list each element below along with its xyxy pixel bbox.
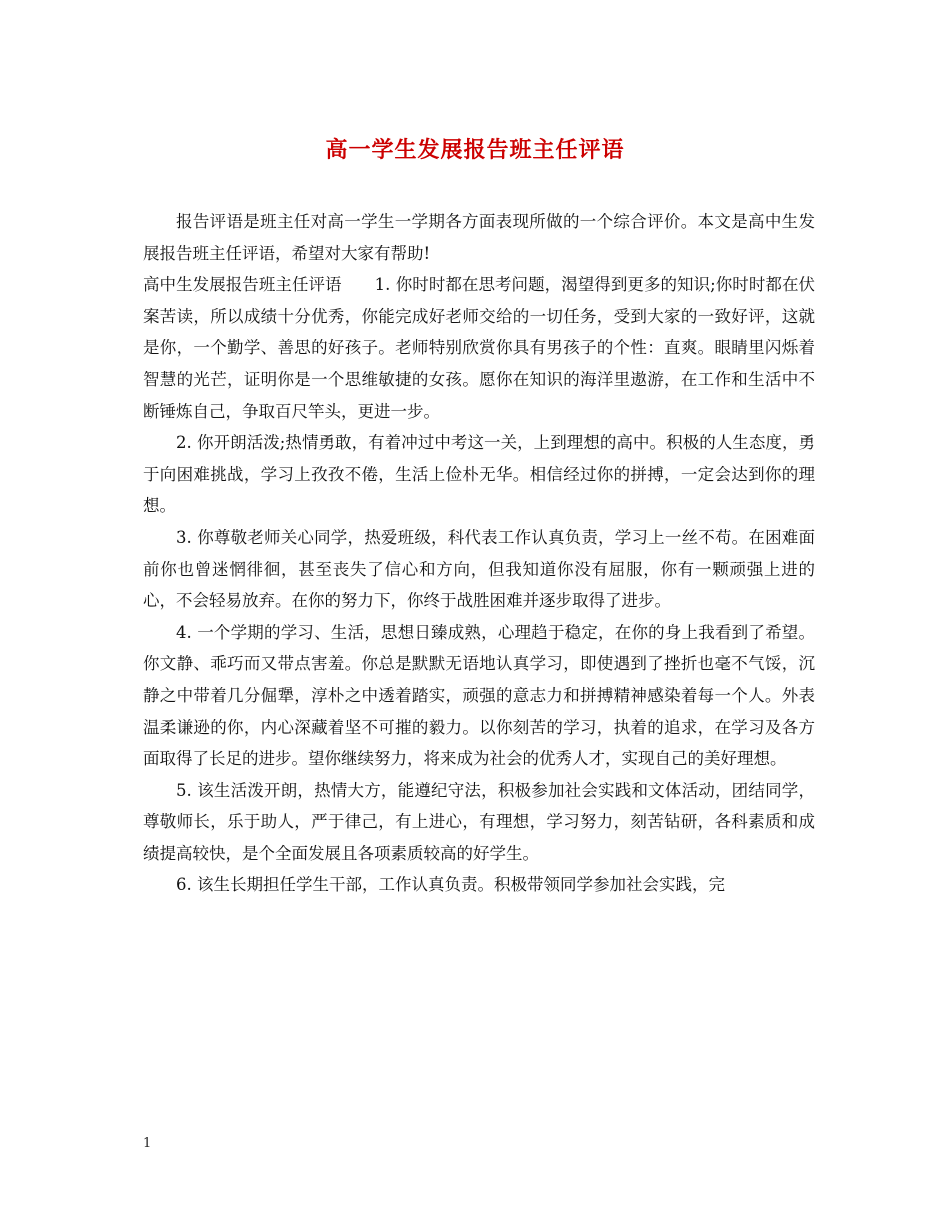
comment-paragraph-2: 2. 你开朗活泼;热情勇敢，有着冲过中考这一关，上到理想的高中。积极的人生态度，勇于向困难挑战，学习上孜孜不倦，生活上俭朴无华。相信经过你的拼搏，一定会达到你的理想。: [143, 433, 815, 516]
intro-paragraph: 报告评语是班主任对高一学生一学期各方面表现所做的一个综合评价。本文是高中生发展报告班主任评语，希望对大家有帮助!: [143, 212, 815, 263]
document-title: 高一学生发展报告班主任评语: [325, 137, 625, 163]
page-number: 1: [143, 1136, 152, 1151]
comment-paragraph-6: 6. 该生长期担任学生干部，工作认真负责。积极带领同学参加社会实践，完: [176, 875, 725, 895]
comment-paragraph-5: 5. 该生活泼开朗，热情大方，能遵纪守法，积极参加社会实践和文体活动，团结同学，尊敬师长，乐于助人，严于律己，有上进心，有理想，学习努力，刻苦钻研，各科素质和成绩提高较快，是个全面发展且各项素质较高的好学生。: [143, 780, 815, 863]
comment-paragraph-3: 3. 你尊敬老师关心同学，热爱班级，科代表工作认真负责，学习上一丝不苟。在困难面前你也曾迷惘徘徊，甚至丧失了信心和方向，但我知道你没有屈服，你有一颗顽强上进的心，不会轻易放弃。在你的努力下，你终于战胜困难并逐步取得了进步。: [143, 527, 815, 611]
document-body: [143, 206, 815, 901]
comment-paragraph-1: 高中生发展报告班主任评语 1. 你时时都在思考问题，渴望得到更多的知识;你时时都在伏案苦读，所以成绩十分优秀，你能完成好老师交给的一切任务，受到大家的一致好评，这就是你，一个勤学、善思的好孩子。老师特别欣赏你具有男孩子的个性：直爽。眼睛里闪烁着智慧的光芒，证明你是一个思维敏捷的女孩。愿你在知识的海洋里遨游，在工作和生活中不断锤炼自己，争取百尺竿头，更进一步。: [143, 275, 815, 421]
comment-paragraph-4: 4. 一个学期的学习、生活，思想日臻成熟，心理趋于稳定，在你的身上我看到了希望。你文静、乖巧而又带点害羞。你总是默默无语地认真学习，即使遇到了挫折也毫不气馁，沉静之中带着几分倔犟，淳朴之中透着踏实，顽强的意志力和拼搏精神感染着每一个人。外表温柔谦逊的你，内心深藏着坚不可摧的毅力。以你刻苦的学习，执着的追求，在学习及各方面取得了长足的进步。望你继续努力，将来成为社会的优秀人才，实现自己的美好理想。: [143, 622, 815, 769]
